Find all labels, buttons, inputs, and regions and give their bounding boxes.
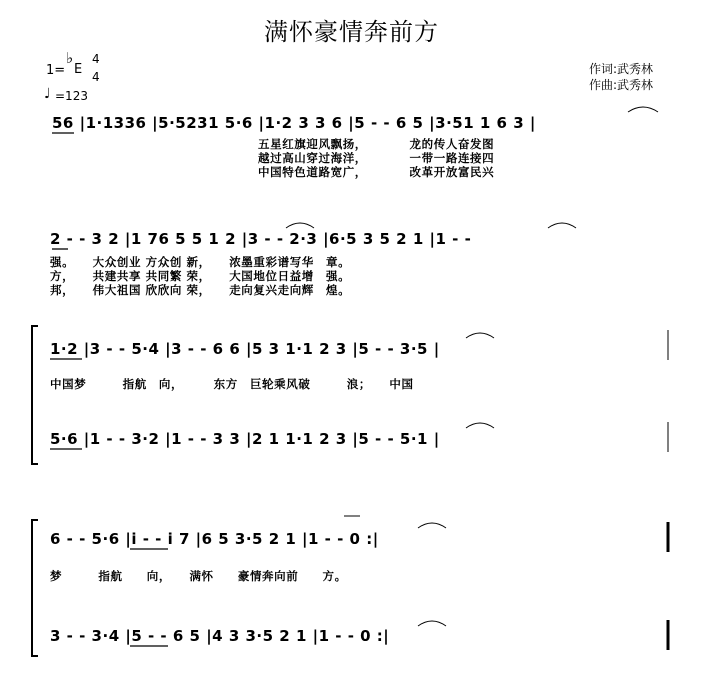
tie-1 — [628, 107, 658, 112]
tie-7 — [418, 621, 446, 626]
notation-line-4-lower: 3 - - 3·4 |5 - - 6 5 |4 3 3·5 2 1 |1 - - 0 :| — [50, 627, 390, 645]
lyricist-credit: 作词:武秀林 — [589, 62, 654, 76]
tie-2 — [286, 223, 314, 228]
lyric-verse-1-line-2: 强。 大众创业 方众创 新， 浓墨重彩谱写华 章。 — [50, 255, 351, 269]
notation-line-1: 56 |1·1336 |5·5231 5·6 |1·2 3 3 6 |5 - - 6 5 |3·51 1 6 3 | — [52, 114, 536, 132]
song-title: 满怀豪情奔前方 — [264, 18, 439, 46]
lyric-chorus-line-2: 梦 指航 向， 满怀 豪情奔向前 方。 — [50, 569, 347, 583]
notation-line-3-lower: 5·6 |1 - - 3·2 |1 - - 3 3 |2 1 1·1 2 3 |5 - - 5·1 | — [50, 430, 440, 448]
composer-credit: 作曲:武秀林 — [589, 78, 654, 92]
time-signature-top: 4 — [92, 52, 100, 66]
tie-5 — [466, 423, 494, 428]
time-signature-bottom: 4 — [92, 70, 100, 84]
lyric-verse-3-line-2: 邦， 伟大祖国 欣欣向 荣， 走向复兴走向辉 煌。 — [50, 283, 351, 297]
quarter-note-icon: ♩ — [44, 86, 51, 102]
key-note: E — [74, 62, 83, 77]
notation-line-2: 2 - - 3 2 |1 76 5 5 1 2 |3 - - 2·3 |6·5 3 5 2 1 |1 - - — [50, 230, 472, 248]
lyric-verse-2-line-1: 越过高山穿过海洋， 一带一路连接四 — [258, 151, 495, 165]
lyric-verse-2-line-2: 方， 共建共享 共同繁 荣， 大国地位日益增 强。 — [50, 269, 351, 283]
notation-line-4-upper: 6 - - 5·6 |i - - i 7 |6 5 3·5 2 1 |1 - - 0 :| — [50, 530, 379, 548]
key-prefix: 1= — [46, 63, 66, 78]
lyric-verse-1-line-1: 五星红旗迎风飘扬， 龙的传人奋发图 — [258, 137, 495, 151]
system-bracket-1 — [32, 326, 38, 464]
tie-4 — [466, 333, 494, 338]
flat-sign: ♭ — [66, 49, 74, 67]
tie-6 — [418, 523, 446, 528]
tie-3 — [548, 223, 576, 228]
system-bracket-2 — [32, 520, 38, 656]
tempo-value: =123 — [55, 89, 88, 103]
notation-line-3-upper: 1·2 |3 - - 5·4 |3 - - 6 6 |5 3 1·1 2 3 |5 - - 3·5 | — [50, 340, 440, 358]
lyric-chorus-line-1: 中国梦 指航 向， 东方 巨轮乘风破 浪； 中国 — [50, 377, 414, 391]
lyric-verse-3-line-1: 中国特色道路宽广， 改革开放富民兴 — [258, 165, 495, 179]
